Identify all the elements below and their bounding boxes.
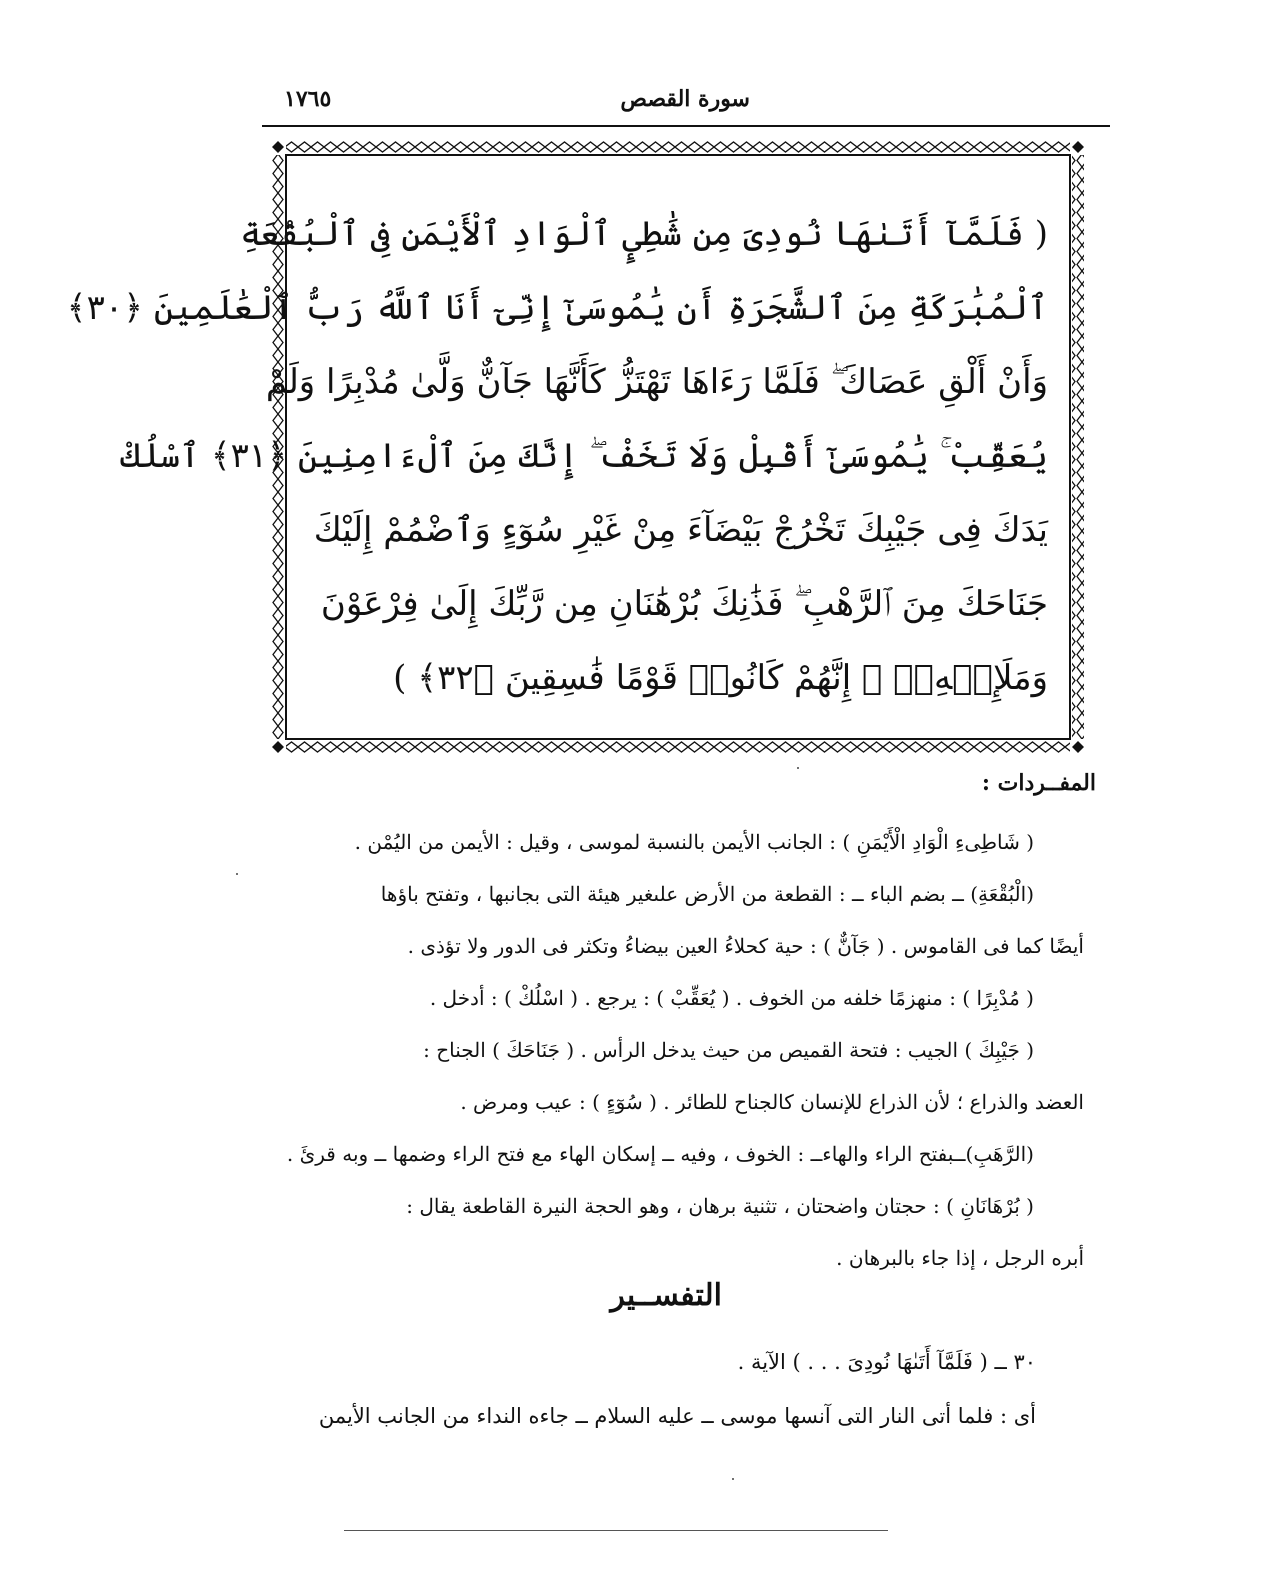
tafsir-line: ٣٠ ــ ( فَلَمَّآ أَتَىٰهَا نُودِىَ . . . ) الآية . <box>737 1350 1036 1374</box>
verse-line: وَأَنْ أَلْقِ عَصَاكَ ۖ فَلَمَّا رَءَاهَا تَهْتَزُّ كَأَنَّهَا جَآنٌّ وَلَّىٰ مُدْبِرًا وَلَمْ <box>265 362 1048 402</box>
tafsir-line: أى : فلما أتى النار التى آنسها موسى ــ عليه السلام ــ جاءه النداء من الجانب الأيمن <box>318 1404 1036 1428</box>
vocabulary-section <box>234 816 1084 1284</box>
page-number: ١٧٦٥ <box>284 86 332 112</box>
quran-verses <box>66 197 1048 715</box>
verse-line: جَنَاحَكَ مِنَ ٱلرَّهْبِ ۖ فَذَٰنِكَ بُرْهَٰنَانِ مِن رَّبِّكَ إِلَىٰ فِرْعَوْنَ <box>320 584 1048 624</box>
vocabulary-line: أيضًا كما فى القاموس . ( جَآنٌّ ) : حية كحلاءُ العين بيضاءُ وتكثر فى الدور ولا تؤذى . <box>407 934 1084 958</box>
scan-speck <box>236 873 238 875</box>
vocabulary-line: (الْبُقْعَةِ) ــ بضم الباء ــ : القطعة من الأرض علىغير هيئة التى بجانبها ، وتفتح باؤها <box>380 882 1034 906</box>
scan-speck <box>797 767 799 769</box>
verse-line: ( فَلَمَّآ أَتَىٰهَا نُودِىَ مِن شَٰطِىِٕ ٱلْوَادِ ٱلْأَيْمَنِ فِى ٱلْبُقْعَةِ <box>240 214 1048 254</box>
vocabulary-line: ( جَيْبِكَ ) الجيب : فتحة القميص من حيث يدخل الرأس . ( جَنَاحَكَ ) الجناح : <box>423 1038 1034 1062</box>
vocabulary-line: (الرَّهَبِ)ــبفتح الراء والهاءــ : الخوف ، وفيه ــ إسكان الهاء مع فتح الراء وضمها ــ وبه قرئَ . <box>286 1142 1034 1166</box>
header-rule <box>262 125 1110 127</box>
vocabulary-line: العضد والذراع ؛ لأن الذراع للإنسان كالجناح للطائر . ( سُوٓءٍ ) : عيب ومرض . <box>460 1090 1084 1114</box>
vocabulary-line: ( مُدْبِرًا ) : منهزمًا خلفه من الخوف . ( يُعَقِّبْ ) : يرجع . ( اسْلُكْ ) : أدخل . <box>429 986 1034 1010</box>
tafsir-section <box>236 1335 1036 1443</box>
scan-speck <box>732 1478 734 1480</box>
vocabulary-heading: المفــردات : <box>981 770 1096 796</box>
verse-line: ٱلْمُبَٰرَكَةِ مِنَ ٱلشَّجَرَةِ أَن يَٰمُوسَىٰٓ إِنِّىٓ أَنَا ٱللَّهُ رَبُّ ٱلْعَٰلَمِينَ ﴿٣٠﴾ <box>66 288 1048 328</box>
vocabulary-line: أبره الرجل ، إذا جاء بالبرهان . <box>836 1246 1084 1270</box>
vocabulary-line: ( شَاطِىءِ الْوَادِ الْأَيْمَنِ ) : الجانب الأيمن بالنسبة لموسى ، وقيل : الأيمن من اليُمْن . <box>354 830 1034 854</box>
verse-line: وَمَلَإِي۟هِۦٓ ۚ إِنَّهُمْ كَانُوا۟ قَوْمًا فَٰسِقِينَ ﴿٣٢﴾ ) <box>393 658 1048 698</box>
quran-verse-frame <box>66 141 1084 753</box>
vocabulary-line: ( بُرْهَانَانِ ) : حجتان واضحتان ، تثنية برهان ، وهو الحجة النيرة القاطعة يقال : <box>406 1194 1034 1218</box>
footer-rule <box>344 1530 888 1531</box>
verse-line: يُعَقِّبْ ۚ يَٰمُوسَىٰٓ أَقْبِلْ وَلَا تَخَفْ ۖ إِنَّكَ مِنَ ٱلْءَامِنِينَ ﴿٣١﴾ ٱسْلُكْ <box>120 436 1048 476</box>
page-header <box>262 86 1110 116</box>
tafsir-heading: التفســير <box>610 1278 722 1313</box>
surah-title: سورة القصص <box>620 86 750 112</box>
verse-line: يَدَكَ فِى جَيْبِكَ تَخْرُجْ بَيْضَآءَ مِنْ غَيْرِ سُوٓءٍ وَٱضْمُمْ إِلَيْكَ <box>313 510 1048 550</box>
